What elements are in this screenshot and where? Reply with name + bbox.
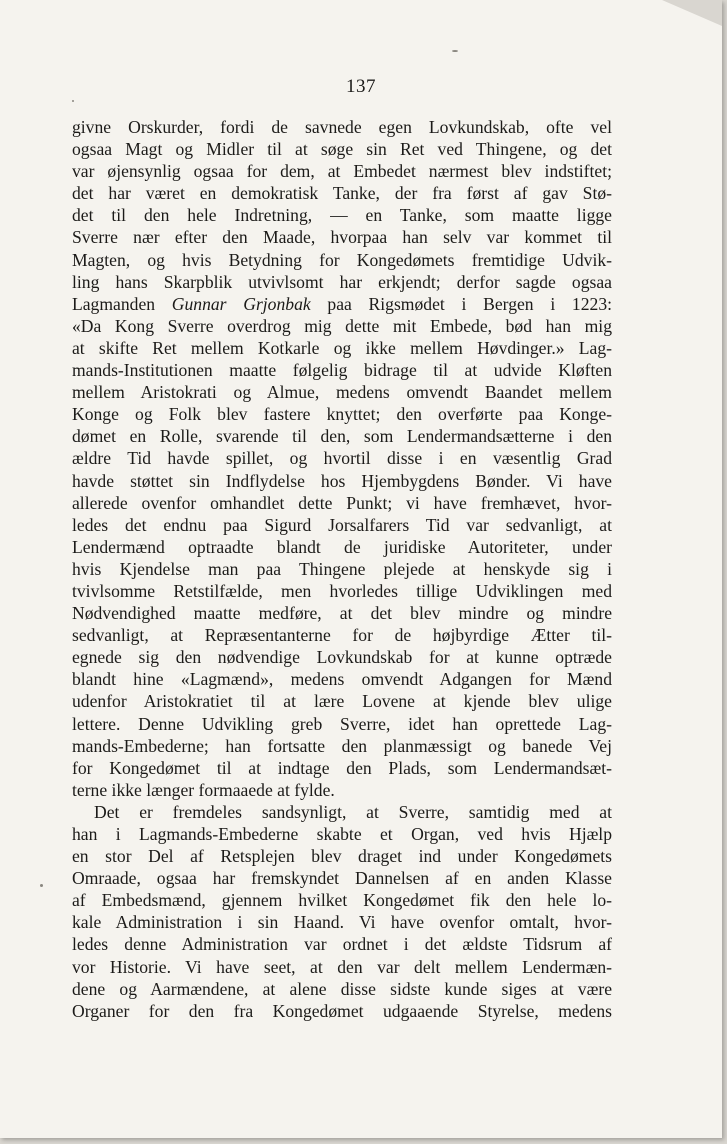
- text-line: terne ikke længer formaaede at fylde.: [72, 779, 335, 800]
- text-line: kale Administration i sin Haand. Vi have ovenfor omtalt, hvor-: [72, 912, 612, 933]
- text-line: lettere. Denne Udvikling greb Sverre, idet han oprettede Lag-: [72, 713, 612, 734]
- text-line: givne Orskurder, fordi de savnede egen Lovkundskab, ofte vel: [72, 117, 612, 137]
- text-line: ledes denne Administration var ordnet i det ældste Tidsrum af: [72, 934, 612, 955]
- text-line: det til den hele Indretning, — en Tanke, som maatte ligge: [72, 205, 612, 226]
- text-line: «Da Kong Sverre overdrog mig dette mit Embede, bød han mig: [72, 315, 612, 336]
- text-line: allerede ovenfor omhandlet dette Punkt; vi have fremhævet, hvor-: [72, 492, 612, 513]
- text-line: Det er fremdeles sandsynligt, at Sverre, samtidig med at: [94, 801, 612, 822]
- text-line: Lagmanden Gunnar Grjonbak paa Rigsmødet i Bergen i 1223:: [72, 293, 613, 314]
- text-line: Konge og Folk blev fastere knyttet; den overførte paa Konge-: [72, 404, 612, 425]
- text-line: havde støttet sin Indflydelse hos Hjembygdens Bønder. Vi have: [72, 470, 612, 491]
- text-line: Organer for den fra Kongedømet udgaaende Styrelse, medens: [72, 1000, 612, 1021]
- text-line: at skifte Ret mellem Kotkarle og ikke mellem Høvdinger.» Lag-: [72, 337, 612, 358]
- text-line: blandt hine «Lagmænd», medens omvendt Adgangen for Mænd: [72, 669, 612, 690]
- text-line: han i Lagmands-Embederne skabte et Organ, ved hvis Hjælp: [72, 824, 612, 844]
- page-number: 137: [346, 76, 376, 97]
- text-line: mellem Aristokrati og Almue, medens omvendt Baandet mellem: [72, 382, 612, 403]
- text-line: Nødvendighed maatte medføre, at det blev mindre og mindre: [72, 603, 612, 624]
- text-line: vor Historie. Vi have seet, at den var delt mellem Lendermæn-: [72, 956, 612, 977]
- text-line: mands-Institutionen maatte følgelig bidrage til at udvide Kløften: [72, 360, 612, 381]
- text-line: ling hans Skarpblik utvivlsomt har erkjendt; derfor sagde ogsaa: [72, 271, 612, 292]
- text-line: dømet en Rolle, svarende til den, som Lendermandsætterne i den: [72, 426, 612, 447]
- text-line: Magten, og hvis Betydning for Kongedømets fremtidige Udvik-: [72, 249, 612, 270]
- text-line: mands-Embederne; han fortsatte den planmæssigt og banede Vej: [72, 735, 612, 756]
- text-line: udenfor Aristokratiet til at lære Lovene at kjende blev ulige: [72, 691, 612, 712]
- text-line: ledes det endnu paa Sigurd Jorsalfarers Tid var sedvanligt, at: [72, 514, 612, 535]
- text-line: hvis Kjendelse man paa Thingene plejede at henskyde sig i: [72, 558, 612, 579]
- page-corner: [662, 0, 722, 26]
- text-line: egnede sig den nødvendige Lovkundskab for at kunne optræde: [72, 647, 612, 668]
- text-line: det har været en demokratisk Tanke, der fra først af gav Stø-: [72, 183, 612, 204]
- page-speck: [452, 50, 458, 52]
- page-speck: [72, 100, 74, 102]
- text-line: Omraade, ogsaa har fremskyndet Dannelsen af en anden Klasse: [72, 868, 612, 889]
- text-line: tvivlsomme Retstilfælde, men hvorledes tillige Udviklingen med: [72, 580, 612, 601]
- text-line: Sverre nær efter den Maade, hvorpaa han selv var kommet til: [72, 227, 612, 248]
- text-line: sedvanligt, at Repræsentanterne for de højbyrdige Ætter til-: [72, 625, 612, 646]
- text-line: ogsaa Magt og Midler til at søge sin Ret ved Thingene, og det: [72, 139, 612, 160]
- body-text: [72, 116, 612, 1022]
- text-line: en stor Del af Retsplejen blev draget ind under Kongedømets: [72, 846, 612, 867]
- text-line: var øjensynlig ogsaa for dem, at Embedet nærmest blev indstiftet;: [72, 161, 612, 182]
- text-line: ældre Tid havde spillet, og hvortil disse i en væsentlig Grad: [72, 448, 612, 469]
- text-line: dene og Aarmændene, at alene disse sidste kunde siges at være: [72, 978, 612, 999]
- text-line: af Embedsmænd, gjennem hvilket Kongedømet fik den hele lo-: [72, 890, 612, 911]
- text-line: for Kongedømet til at indtage den Plads, som Lendermandsæt-: [72, 757, 612, 778]
- text-line: Lendermænd optraadte blandt de juridiske Autoriteter, under: [72, 536, 612, 557]
- page-speck: [40, 884, 43, 887]
